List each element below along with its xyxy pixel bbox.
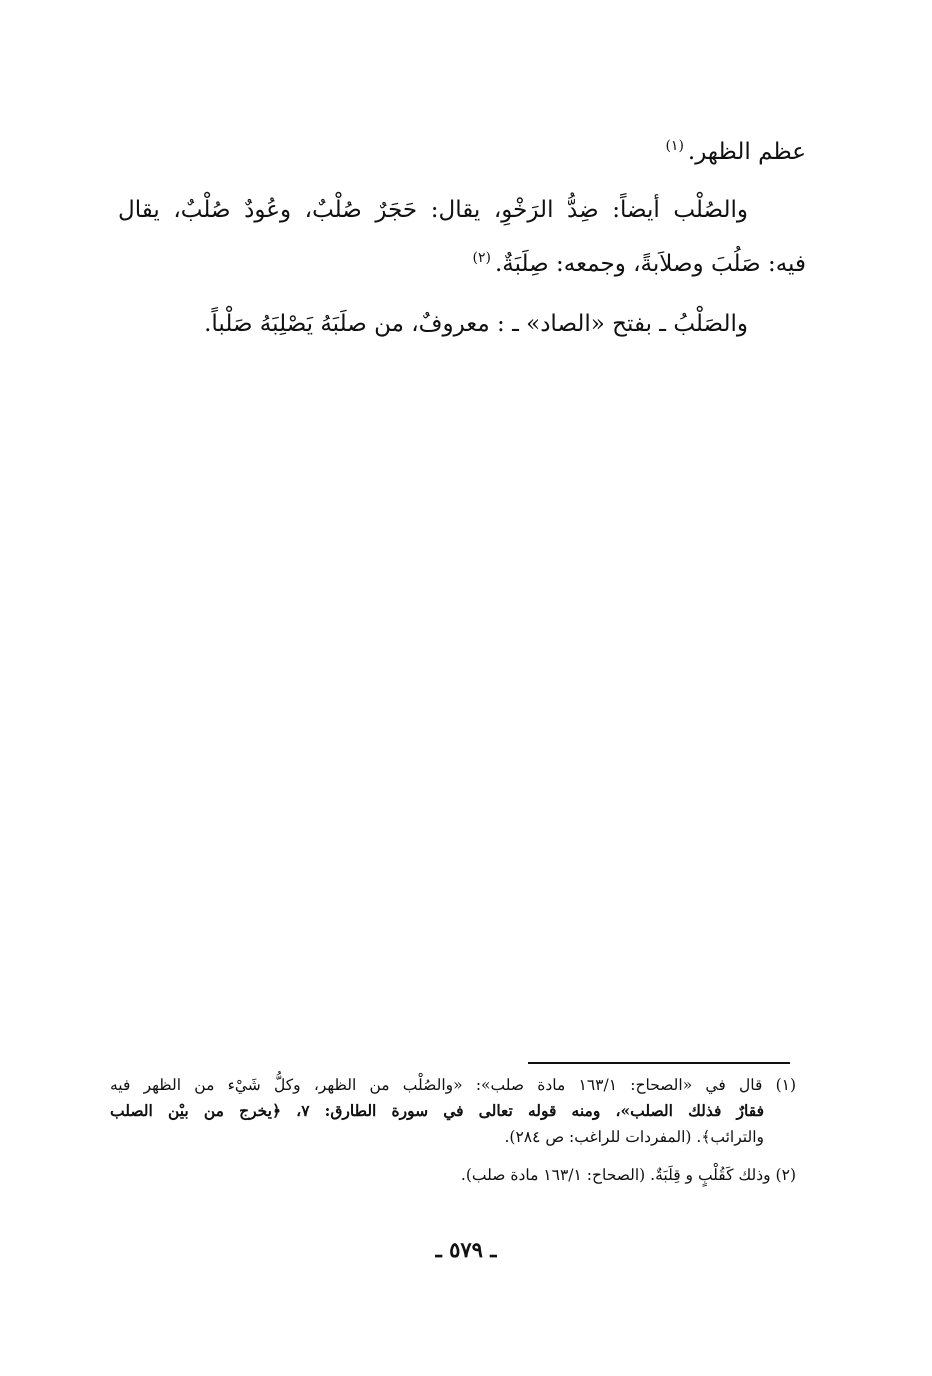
body-line-4: والصَلْبُ ـ بفتح «الصاد» ـ : معروفٌ، من صلَبَهُ يَصْلِبَهُ صَلْباً. — [204, 311, 748, 337]
footnote-ref-1: (١) — [665, 138, 684, 154]
body-line-3 — [118, 236, 806, 286]
body-line-1-text: عظم الظهر. — [687, 139, 806, 165]
footnote-1-line-1: (١) قال في «الصحاح: ١٦٣/١ مادة صلب»: «والصُلْب من الظهر، وكلُّ شَيْء من الظهر فيه — [110, 1076, 797, 1094]
footnote-2: (٢) وذلك كَقُلْبٍ و قِلَبَةٌ. (الصحاح: ١٦٣/١ مادة صلب). — [460, 1166, 796, 1184]
body-line-3-text: فيه: صَلُبَ وصلاَبةً، وجمعه: صِلَبَةٌ. — [494, 251, 806, 277]
footnote-1-line-3: والترائب﴾. (المفردات للراغب: ص ٢٨٤). — [504, 1128, 764, 1146]
body-line-2: والصُلْب أيضاً: ضِدُّ الرَخْوِ، يقال: حَجَرٌ صُلْبٌ، وعُودٌ صُلْبٌ، يقال — [118, 197, 748, 223]
page-number: ـ ٥٧٩ ـ — [435, 1237, 497, 1262]
footnote-1-line-2: فقارٌ فذلك الصلب»، ومنه قوله تعالى في سورة الطارق: ٧، ﴿يخرج من بيْن الصلب — [110, 1101, 764, 1120]
footnote-ref-2: (٢) — [472, 250, 491, 266]
body-line-1 — [118, 124, 806, 174]
footnote-divider — [528, 1062, 790, 1064]
